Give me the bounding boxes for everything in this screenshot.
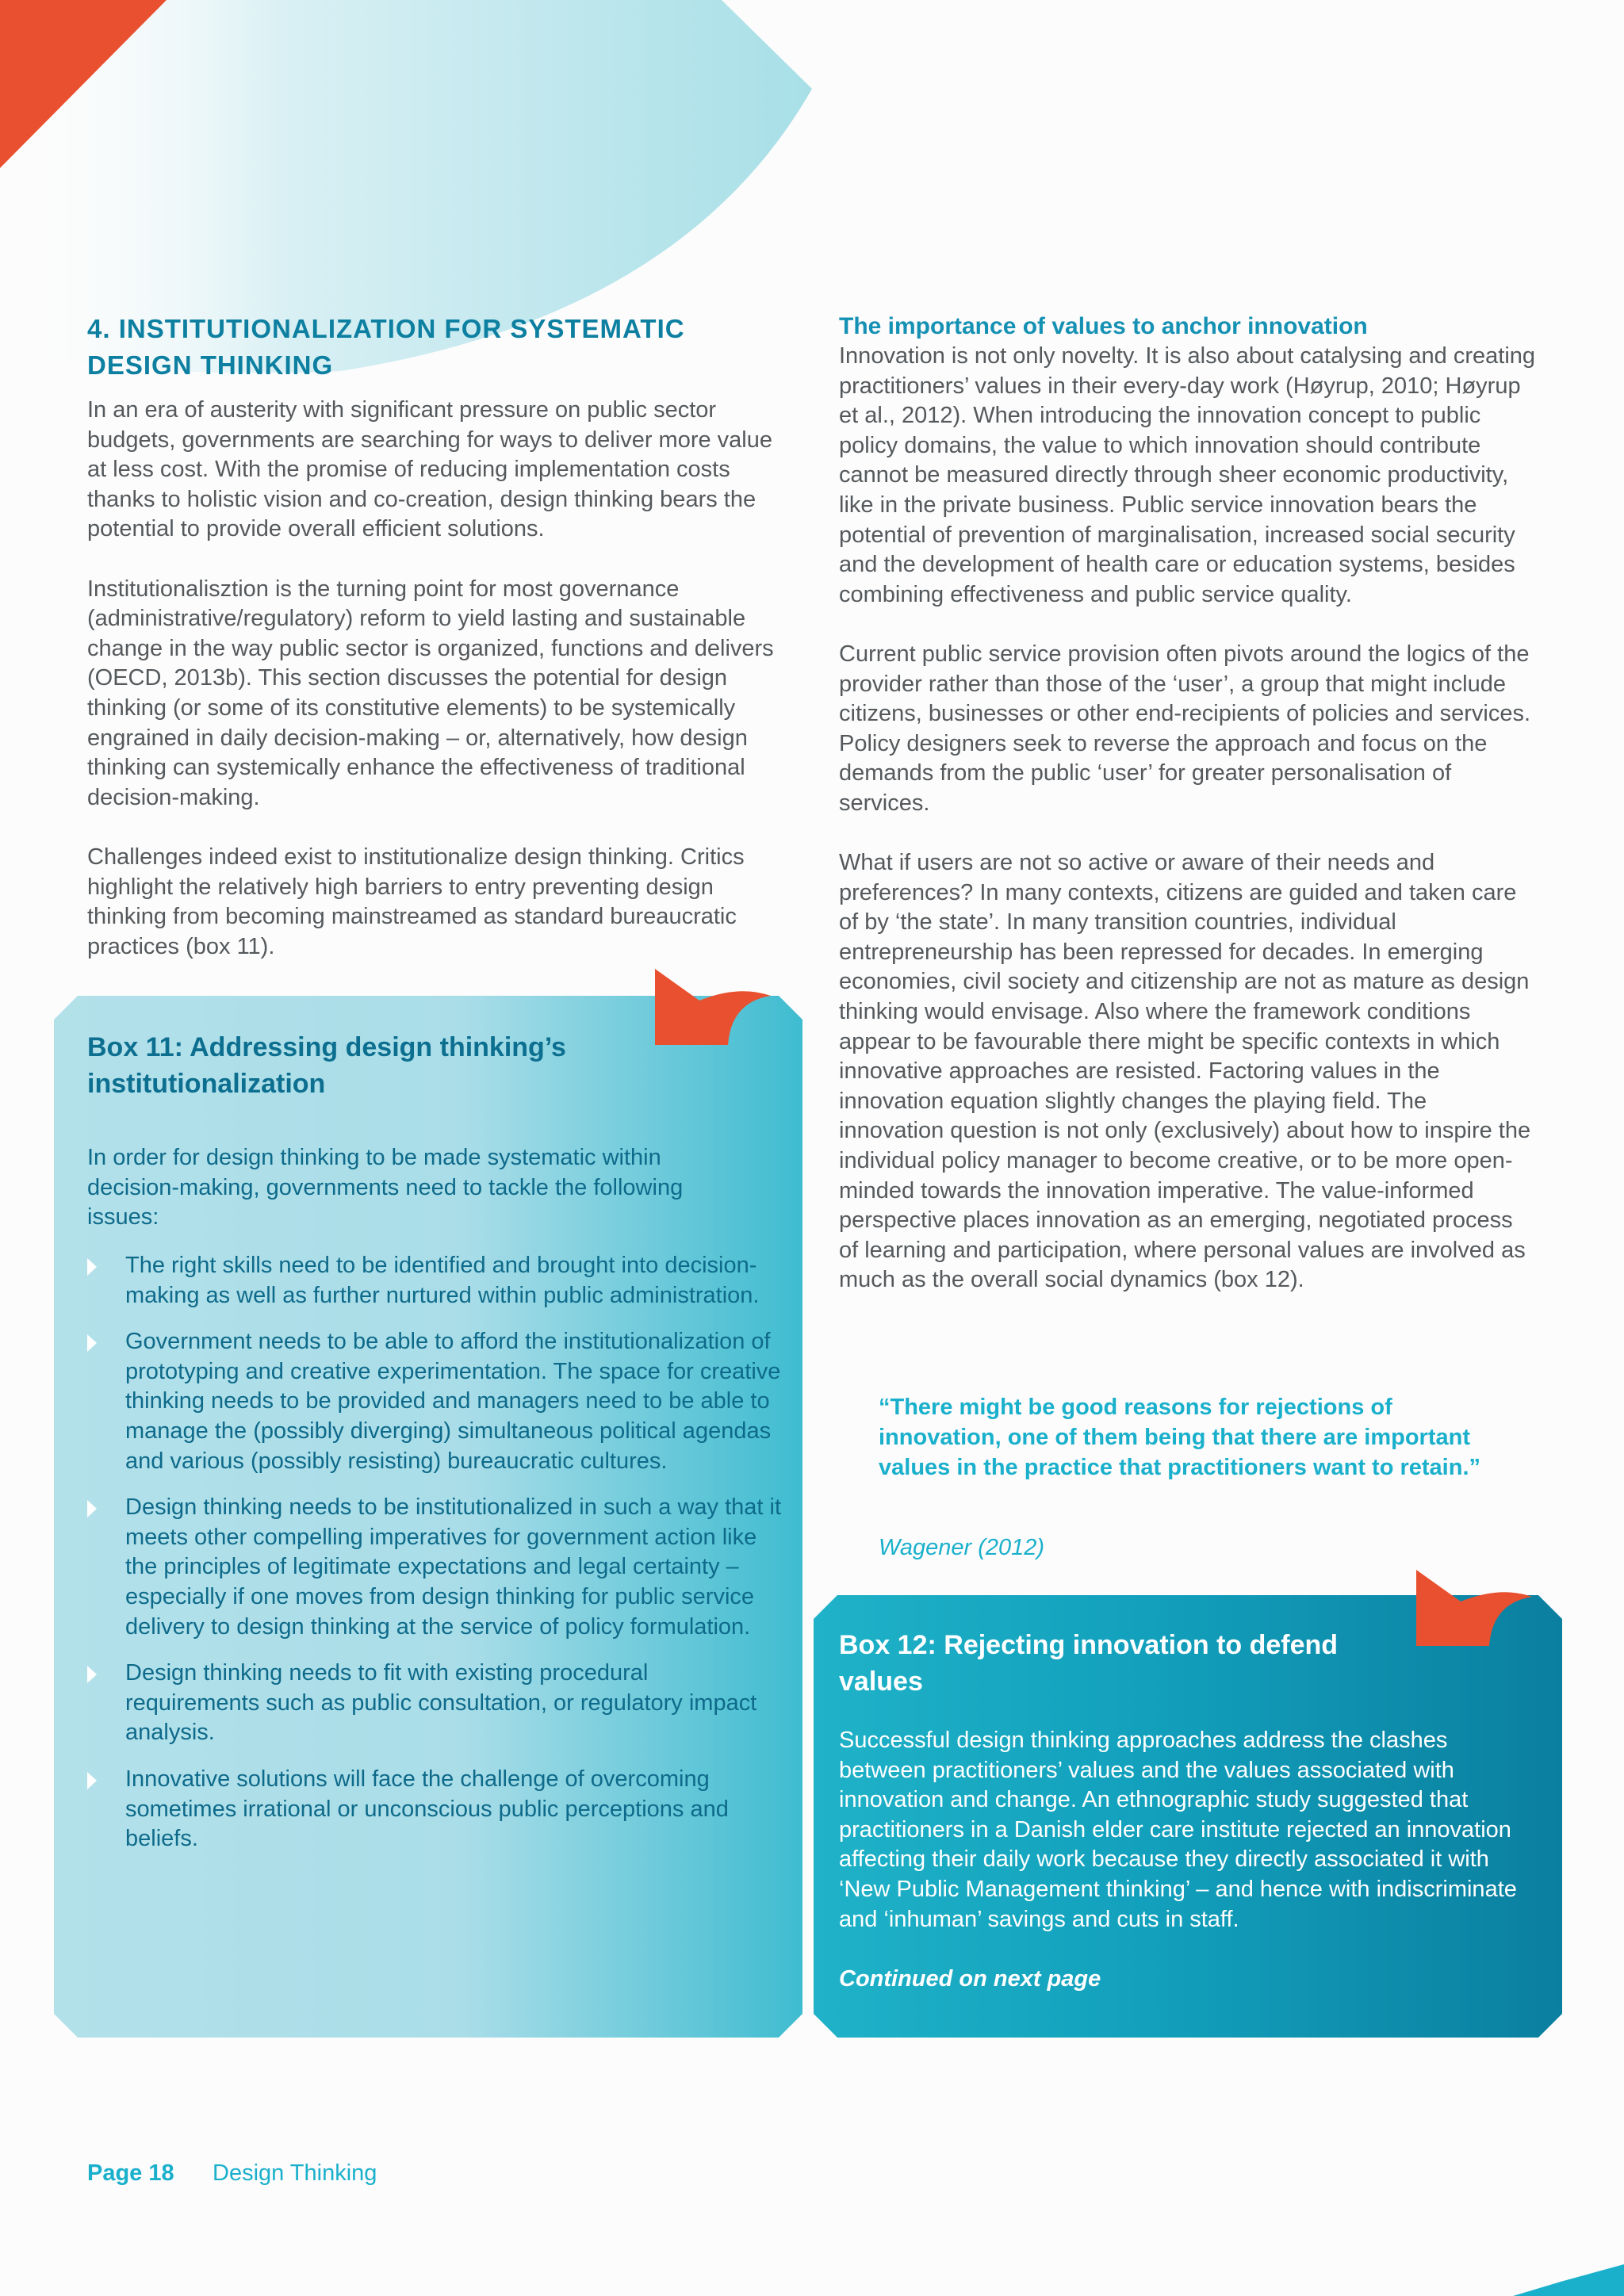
list-item: Design thinking needs to be institutionalized in such a way that it meets other compelling imperatives for government action like the principles of legitimate expectations and legal certainty – especially if one moves from design thinking for public service delivery to design thinking at the service of policy formulation. (87, 1493, 785, 1642)
page-number: Page 18 (87, 2160, 174, 2186)
list-item: Innovative solutions will face the challenge of overcoming sometimes irrational or unconscious public perceptions and beliefs. (87, 1765, 785, 1854)
values-paragraph: Current public service provision often pivots around the logics of the provider rather than those of the ‘user’, a group that might include citizens, businesses or other end-recipients of policies and services. Policy designers seek to reverse the approach and focus on the demands from the public ‘user’ for greater personalisation of services. (839, 641, 1531, 816)
bullet-arrow-icon (87, 1258, 97, 1276)
list-item: The right skills need to be identified and brought into decision-making as well as further nurtured within public administration. (87, 1251, 785, 1311)
quote-source: Wagener (2012) (879, 1535, 1045, 1560)
footer-title: Design Thinking (213, 2160, 377, 2186)
box-12-title: Box 12: Rejecting innovation to defend values (839, 1630, 1339, 1697)
values-heading: The importance of values to anchor innovation (839, 313, 1368, 339)
section-title: 4. INSTITUTIONALIZATION FOR SYSTEMATIC DESIGN THINKING (87, 314, 685, 380)
box-11-intro: In order for design thinking to be made systematic within decision-making, governments need to tackle the following issues: (87, 1145, 684, 1230)
bullet-arrow-icon (87, 1334, 97, 1352)
bullet-arrow-icon (87, 1666, 97, 1683)
values-paragraph: What if users are not so active or aware of their needs and preferences? In many contexts, citizens are guided and taken care of by ‘the state’. In many transition countries, individual entrepreneurship has been repressed for decades. In emerging economies, civil society and citizenship are not as mature as design thinking would envisage. Also where the framework conditions appear to be favourable there might be specific contexts in which innovative approaches are resisted. Factoring values in the innovation equation slightly changes the playing field. The innovation question is not only (exclusively) about how to inspire the individual policy manager to become creative, or to be more open-minded towards the innovation imperative. The value-informed perspective places innovation as an emerging, negotiated process of learning and participation, where personal values are involved as much as the overall social dynamics (box 12). (839, 850, 1531, 1293)
bullet-arrow-icon (87, 1500, 97, 1517)
box-12-text: Successful design thinking approaches address the clashes between practitioners’ values and the values associated with innovation and change. An ethnographic study suggested that practitioners in a Danish elder care institute rejected an innovation affecting their daily work because they directly associated it with ‘New Public Management thinking’ – and hence with indiscriminate and ‘inhuman’ savings and cuts in staff. (839, 1728, 1517, 1932)
section-paragraph: In an era of austerity with significant pressure on public sector budgets, governments are searching for ways to deliver more value at less cost. With the promise of reducing implementation costs thanks to holistic vision and co-creation, design thinking bears the potential to provide overall efficient solutions. (87, 397, 772, 542)
values-body (839, 342, 1537, 1326)
bullet-arrow-icon (87, 1772, 97, 1789)
section-paragraph: Institutionalisztion is the turning point for most governance (administrative/regulatory) reform to yield lasting and sustainable change in the way public sector is organized, functions and delivers (OECD, 2013b). This section discusses the potential for design thinking (or some of its constitutive elements) to be systemically engrained in daily decision-making – or, alternatively, how design thinking can systemically enhance the effectiveness of traditional decision-making. (87, 576, 774, 810)
box-11-title: Box 11: Addressing design thinking’s institutionalization (87, 1032, 566, 1099)
box-11-list (87, 1251, 785, 1871)
section-body (87, 396, 785, 992)
values-paragraph: Innovation is not only novelty. It is also about catalysing and creating practitioners’ values in their every-day work (Høyrup, 2010; Høyrup et al., 2012). When introducing the innovation concept to public policy domains, the value to which innovation should contribute cannot be measured directly through sheer economic productivity, like in the private business. Public service innovation bears the potential of prevention of marginalisation, increased social security and the development of health care or education systems, besides combining effectiveness and public service quality. (839, 343, 1536, 607)
pull-quote: “There might be good reasons for rejections of innovation, one of them being that there are important values in the practice that practitioners want to retain.” (879, 1395, 1481, 1480)
list-item: Design thinking needs to fit with existing procedural requirements such as public consultation, or regulatory impact analysis. (87, 1659, 785, 1748)
section-paragraph: Challenges indeed exist to institutionalize design thinking. Critics highlight the relatively high barriers to entry preventing design thinking from becoming mainstreamed as standard bureaucratic practices (box 11). (87, 844, 745, 959)
list-item: Government needs to be able to afford the institutionalization of prototyping and creative experimentation. The space for creative thinking needs to be provided and managers need to be able to manage the (possibly diverging) simultaneous political agendas and various (possibly resisting) bureaucratic cultures. (87, 1327, 785, 1476)
continued-note: Continued on next page (839, 1966, 1101, 1992)
footer-decoration (1465, 2264, 1624, 2296)
box-12-curved-arrow-icon (1413, 1570, 1532, 1649)
